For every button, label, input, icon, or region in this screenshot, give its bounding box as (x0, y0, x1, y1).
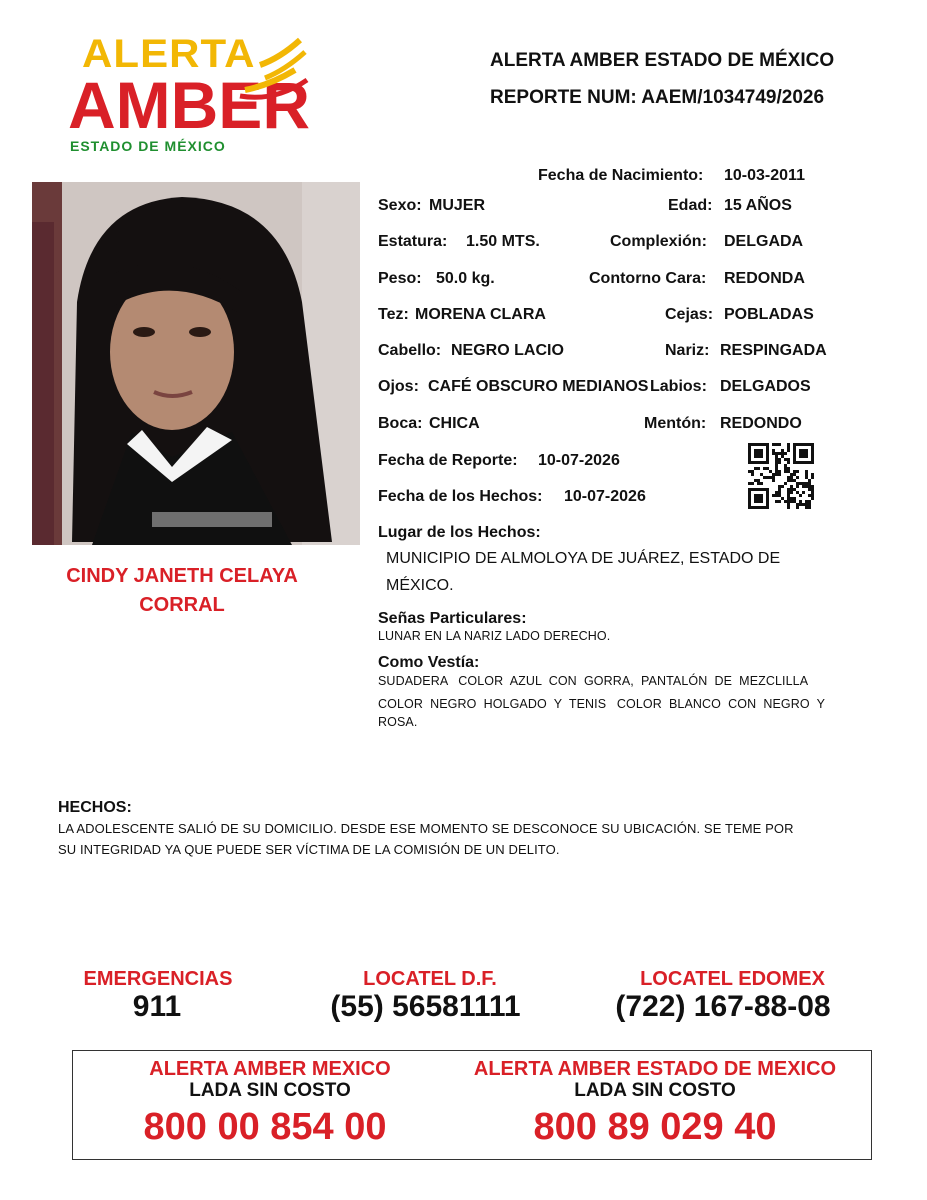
locatel-edomex-number[interactable]: (722) 167-88-08 (615, 990, 831, 1023)
alerta-amber-logo (60, 30, 320, 160)
age-value: 15 AÑOS (724, 197, 792, 214)
eyebrows-value: POBLADAS (724, 306, 814, 323)
place-label: Lugar de los Hechos: (378, 524, 541, 541)
mouth-value: CHICA (429, 415, 480, 432)
nose-label: Nariz: (665, 342, 710, 359)
amber-mexico-label: ALERTA AMBER MEXICO (149, 1058, 391, 1080)
logo-word-amber: AMBER (68, 68, 310, 142)
hair-label: Cabello: (378, 342, 442, 359)
logo-wave-icon (235, 30, 315, 100)
mouth-label: Boca: (378, 415, 423, 432)
birth-date-label: Fecha de Nacimiento: (538, 167, 704, 184)
clothing-label: Como Vestía: (378, 654, 480, 671)
facts-label: HECHOS: (58, 799, 132, 816)
eyes-value: CAFÉ OBSCURO MEDIANOS (428, 378, 649, 395)
birth-date-value: 10-03-2011 (724, 167, 805, 184)
facts-line-1: LA ADOLESCENTE SALIÓ DE SU DOMICILIO. DESDE ESE MOMENTO SE DESCONOCE SU UBICACIÓN. SE TEME POR (58, 821, 794, 836)
clothing-line-1: SUDADERA COLOR AZUL CON GORRA, PANTALÓN DE MEZCLILLA (378, 674, 809, 688)
build-value: DELGADA (724, 233, 804, 250)
missing-person-name: CINDY JANETH CELAYA CORRAL (66, 565, 298, 616)
amber-mexico-sub: LADA SIN COSTO (189, 1080, 351, 1101)
page-title: ALERTA AMBER ESTADO DE MÉXICO (490, 50, 835, 71)
logo-word-alerta: ALERTA (82, 32, 256, 76)
complexion-tone-label: Tez: (378, 306, 409, 323)
chin-label: Mentón: (644, 415, 707, 432)
locatel-df-label: LOCATEL D.F. (363, 968, 497, 990)
missing-person-photo (32, 182, 360, 545)
face-shape-value: REDONDA (724, 270, 805, 287)
place-line-1: MUNICIPIO DE ALMOLOYA DE JUÁREZ, ESTADO DE (386, 550, 781, 567)
sex-value: MUJER (429, 197, 486, 214)
chin-value: REDONDO (720, 415, 802, 432)
eyebrows-label: Cejas: (665, 306, 714, 323)
qr-code-icon[interactable] (748, 443, 814, 509)
build-label: Complexión: (610, 233, 707, 250)
complexion-tone-value: MORENA CLARA (415, 306, 546, 323)
hair-value: NEGRO LACIO (451, 342, 564, 359)
report-number: REPORTE NUM: AAEM/1034749/2026 (490, 87, 825, 108)
emergency-label: EMERGENCIAS (83, 968, 233, 990)
event-date-value: 10-07-2026 (564, 488, 646, 505)
amber-mexico-number[interactable]: 800 00 854 00 (143, 1106, 387, 1148)
report-date-value: 10-07-2026 (538, 452, 620, 469)
height-value: 1.50 MTS. (466, 233, 540, 250)
emergency-number[interactable]: 911 (132, 990, 182, 1023)
report-date-label: Fecha de Reporte: (378, 452, 518, 469)
logo-subtitle: ESTADO DE MÉXICO (70, 138, 226, 154)
lips-value: DELGADOS (720, 378, 811, 395)
amber-edomex-label: ALERTA AMBER ESTADO DE MEXICO (473, 1058, 837, 1080)
marks-text: LUNAR EN LA NARIZ LADO DERECHO. (378, 629, 611, 643)
event-date-label: Fecha de los Hechos: (378, 488, 543, 505)
clothing-line-3: ROSA. (378, 715, 418, 729)
locatel-edomex-label: LOCATEL EDOMEX (640, 968, 825, 990)
age-label: Edad: (668, 197, 713, 214)
weight-label: Peso: (378, 270, 422, 287)
amber-edomex-sub: LADA SIN COSTO (574, 1080, 736, 1101)
weight-value: 50.0 kg. (436, 270, 495, 287)
face-shape-label: Contorno Cara: (589, 270, 707, 287)
locatel-df-number[interactable]: (55) 56581111 (330, 990, 521, 1023)
place-line-2: MÉXICO. (386, 577, 454, 594)
amber-edomex-number[interactable]: 800 89 029 40 (533, 1106, 777, 1148)
lips-label: Labios: (650, 378, 707, 395)
marks-label: Señas Particulares: (378, 610, 527, 627)
facts-line-2: SU INTEGRIDAD YA QUE PUEDE SER VÍCTIMA DE LA COMISIÓN DE UN DELITO. (58, 842, 560, 857)
sex-label: Sexo: (378, 197, 422, 214)
height-label: Estatura: (378, 233, 448, 250)
clothing-line-2: COLOR NEGRO HOLGADO Y TENIS COLOR BLANCO CON NEGRO Y (378, 697, 826, 711)
nose-value: RESPINGADA (720, 342, 827, 359)
eyes-label: Ojos: (378, 378, 419, 395)
